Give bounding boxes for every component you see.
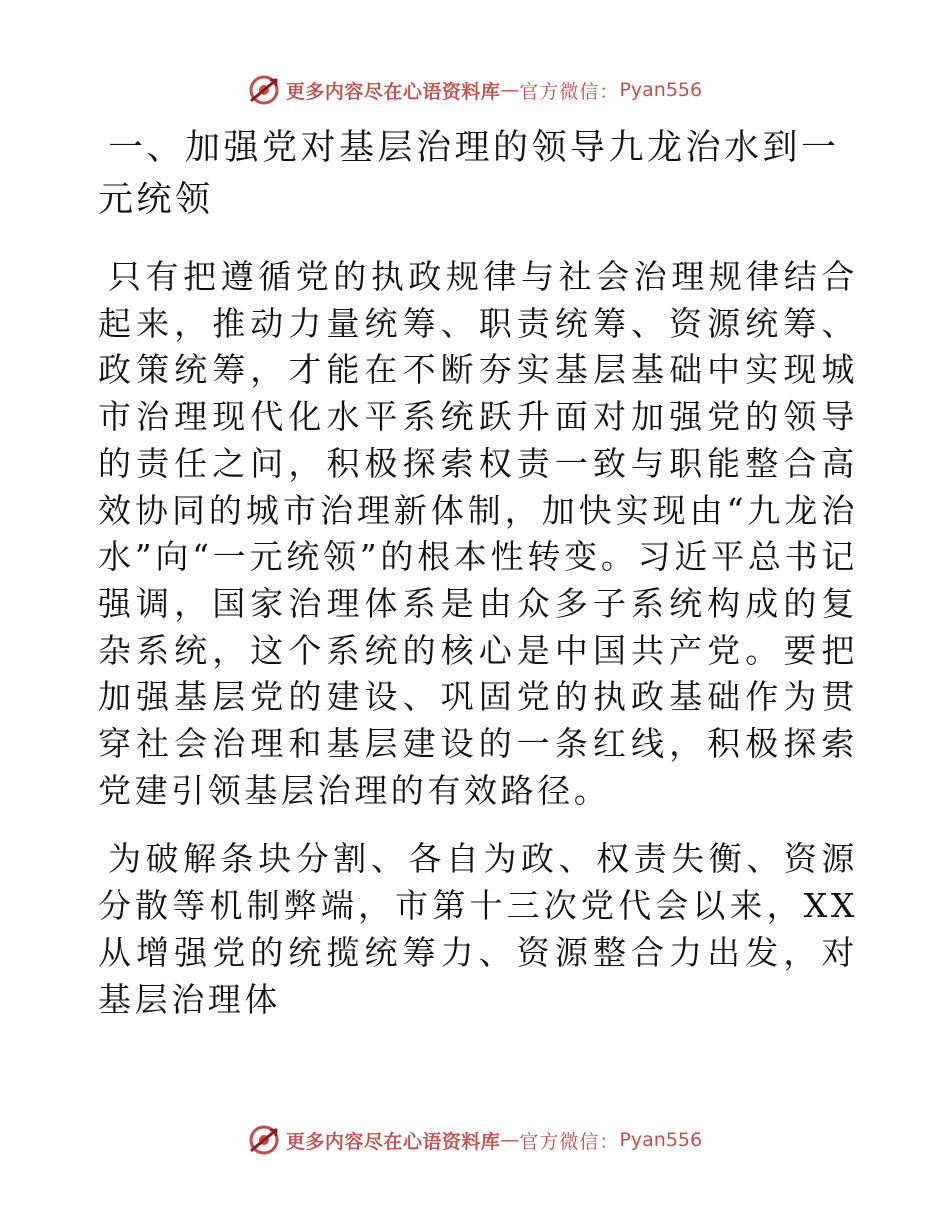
paragraph-2: 为破解条块分割、各自为政、权责失衡、资源分散等机制弊端，市第十三次党代会以来，XX从增强党的统揽统筹力、资源整合力出发，对基层治理体 <box>98 839 858 1019</box>
watermark-separator: — <box>500 79 520 101</box>
watermark-label: 官方微信： <box>519 1130 620 1153</box>
watermark-brand: 更多内容尽在心语资料库 <box>285 1130 501 1153</box>
paragraph-1: 只有把遵循党的执政规律与社会治理规律结合起来，推动力量统筹、职责统筹、资源统筹、政策统筹，才能在不断夯实基层基础中实现城市治理现代化水平系统跃升面对加强党的领导的责任之问，积极探索权责一致与职能整合高效协同的城市治理新体制，加快实现由“九龙治水”向“一元统领”的根本性转变。习近平总书记强调，国家治理体系是由众多子系统构成的复杂系统，这个系统的核心是中国共产党。要把加强基层党的建设、巩固党的执政基础作为贯穿社会治理和基层建设的一条红线，积极探索党建引领基层治理的有效路径。 <box>98 257 858 810</box>
seal-logo-icon <box>248 1124 280 1156</box>
watermark-separator: — <box>500 1129 520 1151</box>
watermark-brand: 更多内容尽在心语资料库 <box>285 80 501 103</box>
watermark-wechat-id: Pyan556 <box>619 79 703 101</box>
section-heading: 一、加强党对基层治理的领导九龙治水到一元统领 <box>98 128 840 220</box>
watermark-footer <box>0 1120 950 1160</box>
watermark-wechat-id: Pyan556 <box>619 1129 703 1151</box>
watermark-label: 官方微信： <box>519 80 620 103</box>
watermark-header <box>0 70 950 110</box>
document-body <box>98 122 858 1023</box>
seal-logo-icon <box>248 74 280 106</box>
